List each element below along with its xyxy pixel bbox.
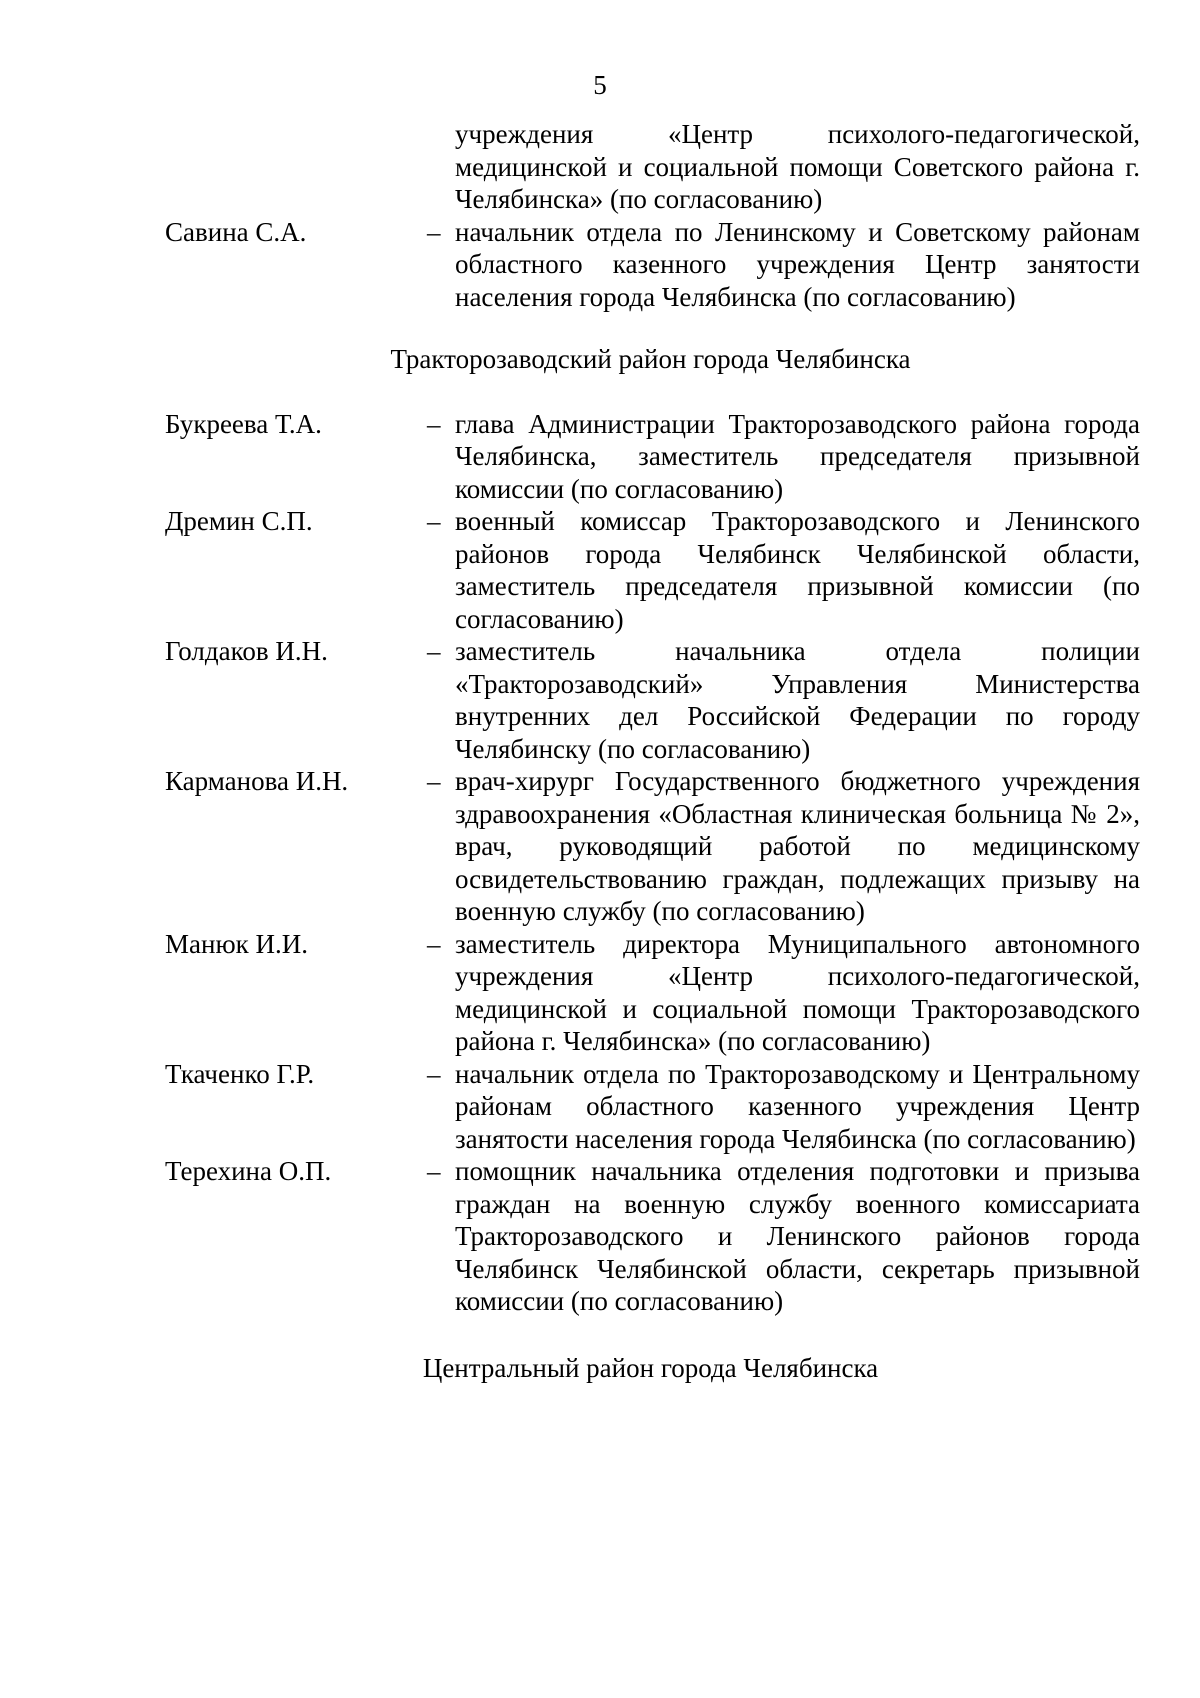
member-entry (165, 1155, 1140, 1318)
member-description: глава Администрации Тракторозаводского района города Челябинска, заместитель председателя призывной комиссии (по согласованию) (455, 408, 1140, 504)
document-body (165, 118, 1140, 1384)
member-name: Голдаков И.Н. (165, 636, 328, 666)
member-entry (165, 1058, 1140, 1156)
member-entry (165, 505, 1140, 635)
member-description: врач-хирург Государственного бюджетного учреждения здравоохранения «Областная клиническая больница № 2», врач, руководящий работой по медицинскому освидетельствованию граждан, подлежащих призыву на военную службу (по согласованию) (455, 766, 1140, 926)
entry-dash: – (427, 766, 441, 796)
member-description: заместитель начальника отдела полиции «Тракторозаводский» Управления Министерства внутренних дел Российской Федерации по городу Челябинску (по согласованию) (455, 636, 1140, 764)
entry-dash: – (427, 506, 441, 536)
member-entry (165, 635, 1140, 765)
member-description: заместитель директора Муниципального автономного учреждения «Центр психолого-педагогической, медицинской и социальной помощи Тракторозаводского района г. Челябинска» (по согласованию) (455, 928, 1140, 1056)
member-name: Савина С.А. (165, 216, 307, 247)
section-heading-tsentralny: Центральный район города Челябинска (422, 1352, 879, 1383)
member-entry (165, 408, 1140, 506)
member-entry (165, 928, 1140, 1058)
member-description: начальник отдела по Тракторозаводскому и Центральному районам областного казенного учреждения Центр занятости населения города Челябинска (по согласованию) (455, 1058, 1140, 1154)
member-name: Манюк И.И. (165, 928, 308, 959)
entry-dash: – (427, 928, 441, 959)
member-name: Букреева Т.А. (165, 408, 322, 439)
member-description: начальник отдела по Ленинскому и Советскому районам областного казенного учреждения Центр занятости населения города Челябинска (по согласованию) (455, 216, 1140, 312)
member-name: Терехина О.П. (165, 1156, 332, 1186)
page-number: 5 (593, 70, 607, 100)
entry-dash: – (427, 1156, 441, 1186)
section-heading-traktorozavodsky: Тракторозаводский район города Челябинска (390, 344, 911, 374)
member-entry (165, 765, 1140, 928)
member-description: помощник начальника отделения подготовки и призыва граждан на военную службу военного комиссариата Тракторозаводского и Ленинского районов города Челябинск Челябинской области, секретарь призывной комиссии (по согласованию) (455, 1156, 1140, 1316)
entry-dash: – (427, 1058, 441, 1089)
member-description: военный комиссар Тракторозаводского и Ленинского районов города Челябинск Челябинской области, заместитель председателя призывной комиссии (по согласованию) (455, 506, 1140, 634)
member-name: Карманова И.Н. (165, 766, 349, 796)
entry-dash: – (427, 636, 441, 666)
entry-dash: – (427, 408, 441, 439)
entry-dash: – (427, 216, 441, 247)
member-name: Дремин С.П. (165, 506, 313, 536)
continued-description: учреждения «Центр психолого-педагогической, медицинской и социальной помощи Советского района г. Челябинска» (по согласованию) (455, 119, 1140, 214)
member-entry (165, 216, 1140, 314)
member-name: Ткаченко Г.Р. (165, 1058, 315, 1089)
